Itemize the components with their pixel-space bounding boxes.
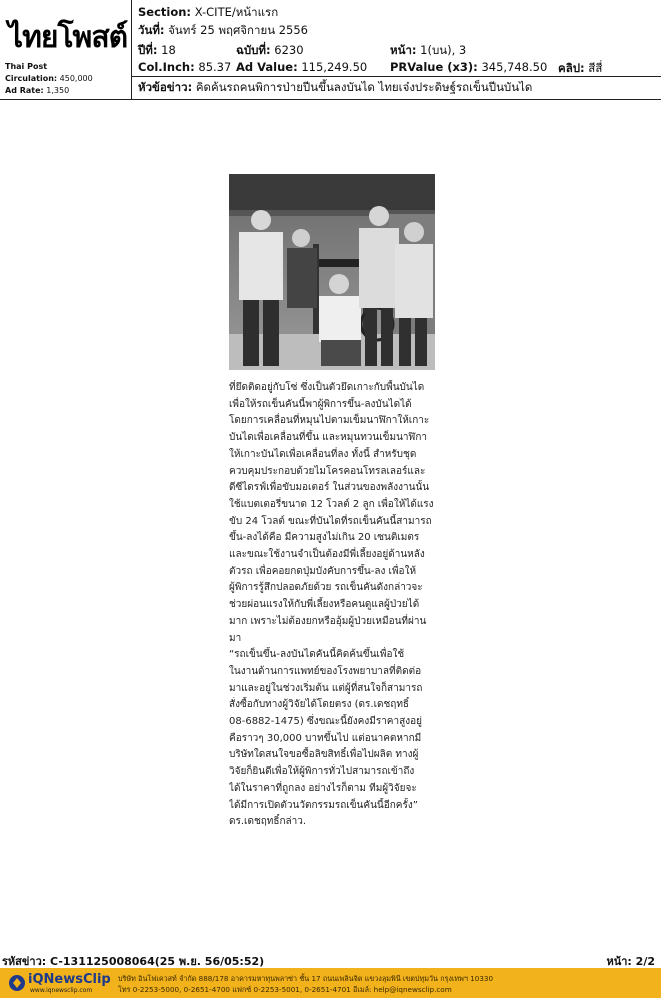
company-contact: โทร 0-2253-5000, 0-2651-4700 แฟกซ์ 0-2253-5001, 0-2651-4701 อีเมล์: help@iqnewsclip.com [118, 985, 452, 994]
news-photo [229, 174, 435, 370]
issue-value: 6230 [274, 43, 304, 57]
article-paragraph-2 [229, 647, 445, 831]
iqnewsclip-logo[interactable] [8, 972, 111, 996]
issue-label: ฉบับที่: [236, 43, 271, 57]
prvalue-label: PRValue (x3): [390, 60, 478, 74]
article-line: ได้ในราคาที่ถูกลง อย่างไรก็ตาม ทีมผู้วิจัยจะ [229, 782, 417, 794]
prvalue-value: 345,748.50 [481, 60, 548, 74]
article-line: ให้เกาะบันไดเพื่อเคลื่อนที่ลง ทั้งนี้ สำหรับชุด [229, 448, 417, 460]
ad-rate-label: Ad Rate: [5, 86, 44, 95]
news-id-value: C-131125008064(25 พ.ย. 56/05:52) [50, 955, 265, 968]
clip-metadata [132, 0, 661, 100]
article-paragraph-1 [229, 380, 445, 647]
footer-page-label: หน้า: [606, 955, 632, 968]
advalue-label: Ad Value: [236, 60, 298, 74]
article-line: “รถเข็นขึ้น-ลงบันไดคันนี้คิดค้นขึ้นเพื่อใช้ [229, 649, 405, 661]
article-line: ที่ยึดติดอยู่กับโซ่ ซึ่งเป็นตัวยึดเกาะกับพื้นบันได [229, 382, 425, 393]
advalue-cell [236, 60, 367, 74]
article-line: ได้มีการเปิดตัวนวัตกรรมรถเข็นคันนี้อีกครั้ง” [229, 799, 418, 811]
issue-cell [236, 42, 304, 60]
publication-name: Thai Post [5, 62, 48, 71]
article-line: มาและอยู่ในช่วงเริ่มต้น แต่ผู้ที่สนใจก็สามารถ [229, 682, 423, 694]
section-label: Section: [138, 5, 192, 19]
article-line: ช่วยผ่อนแรงให้กับพี่เลี้ยงหรือคนดูแลผู้ป่วยได้ [229, 599, 420, 611]
article-line: บันไดเพื่อเคลื่อนที่ขึ้น และหมุนทวนเข็มนาฬิกา [229, 432, 428, 444]
footer-page-value: 2/2 [635, 955, 655, 968]
colinch-cell [138, 60, 231, 74]
article-line: โดยการเคลื่อนที่หมุนไปตามเข็มนาฬิกาให้เกาะ [229, 415, 430, 427]
circulation-label: Circulation: [5, 74, 58, 83]
footer-bar [0, 968, 661, 998]
page-value: 1(บน), 3 [420, 43, 467, 57]
brand-name: iQNewsClip [28, 972, 111, 987]
article-line: ตัวรถ เพื่อคอยกดปุ่มบังคับการขึ้น-ลง เพื่อให้ [229, 565, 417, 577]
iqnewsclip-logo-icon [8, 974, 26, 992]
date-row [138, 22, 308, 40]
year-cell [138, 42, 176, 60]
clip-label: คลิป: [558, 61, 585, 75]
article-line: เพื่อให้รถเข็นคันนี้พาผู้พิการขึ้น-ลงบันไดได้ [229, 398, 412, 410]
article-line: ควบคุมประกอบด้วยไมโครคอนโทรลเลอร์และ [229, 465, 426, 477]
date-value: จันทร์ 25 พฤศจิกายน 2556 [168, 23, 308, 37]
year-label: ปีที่: [138, 43, 158, 57]
article-line: 08-6882-1475) ซึ่งขณะนี้ยังคงมีราคาสูงอยู่ [229, 716, 422, 728]
article-line: มา [229, 632, 242, 644]
article-line: และขณะใช้งานจำเป็นต้องมีพี่เลี้ยงอยู่ด้านหลัง [229, 549, 425, 561]
article-line: ดีซีไดรฟ์เพื่อขับมอเตอร์ ในส่วนของพลังงานนั้น [229, 482, 430, 494]
article-line: ขับ 24 โวลต์ ขณะที่บันไดที่รถเข็นคันนี้สามารถ [229, 515, 432, 527]
page-cell [390, 42, 466, 60]
article-line: มาก เพราะไม่ต้องยกหรืออุ้มผู้ป่วยเหมือนที่ผ่าน [229, 615, 427, 627]
headline-value: คิดค้นรถคนพิการป่ายปีนขึ้นลงบันได ไทยเจ๋งประดิษฐ์รถเข็นปีนบันได [195, 80, 533, 94]
circulation [5, 74, 93, 83]
company-address: บริษัท อินโฟเควสท์ จำกัด 888/178 อาคารมหาทุนพลาซ่า ชั้น 17 ถนนเพลินจิต แขวงลุมพินี เขตปทุมวัน กรุงเทพฯ 10330 [118, 974, 494, 983]
article-line: สั่งซื้อกับทางผู้วิจัยได้โดยตรง (ดร.เดชฤทธิ์ [229, 699, 410, 711]
advalue-value: 115,249.50 [301, 60, 368, 74]
news-id-label: รหัสข่าว: [2, 955, 47, 968]
article-line: บริษัทใดสนใจขอซื้อลิขสิทธิ์เพื่อไปผลิต ทางผู้ [229, 749, 419, 761]
publication-logo: ไทยโพสต์ [8, 20, 128, 55]
ad-rate [5, 86, 69, 95]
section-value: X-CITE/หน้าแรก [194, 5, 279, 19]
headline-row [138, 79, 532, 97]
circulation-value: 450,000 [59, 74, 93, 83]
article-line: ผู้พิการรู้สึกปลอดภัยด้วย รถเข็นคันดังกล่าวจะ [229, 582, 423, 594]
ad-rate-value: 1,350 [46, 86, 70, 95]
article-line: วิจัยก็ยินดีเพื่อให้ผู้พิการทั่วไปสามารถเข้าถึง [229, 766, 415, 778]
article-line: ขึ้น-ลงได้คือ มีความสูงไม่เกิน 20 เซนติเมตร [229, 532, 420, 544]
article-line: ในงานด้านการแพทย์ของโรงพยาบาลที่ติดต่อ [229, 665, 422, 677]
clip-value: สีสี่ [588, 61, 603, 75]
header-divider [132, 76, 661, 77]
news-photo-graphic [229, 174, 435, 370]
section-row [138, 4, 278, 22]
publication-block [0, 0, 132, 100]
article-line: คือราวๆ 30,000 บาทขึ้นไป แต่อนาคตหากมี [229, 732, 422, 744]
page-label: หน้า: [390, 43, 417, 57]
colinch-value: 85.37 [198, 60, 232, 74]
article-body [229, 380, 445, 831]
clipping-header [0, 0, 661, 100]
article-line: ใช้แบตเตอรี่ขนาด 12 โวลต์ 2 ลูก เพื่อให้ได้แรง [229, 498, 434, 510]
brand-site: www.iqnewsclip.com [30, 987, 93, 994]
year-value: 18 [161, 43, 176, 57]
article-line: ดร.เดชฤทธิ์กล่าว. [229, 816, 307, 828]
colinch-label: Col.Inch: [138, 60, 195, 74]
headline-label: หัวข้อข่าว: [138, 80, 193, 94]
date-label: วันที่: [138, 23, 165, 37]
prvalue-cell [390, 60, 547, 74]
